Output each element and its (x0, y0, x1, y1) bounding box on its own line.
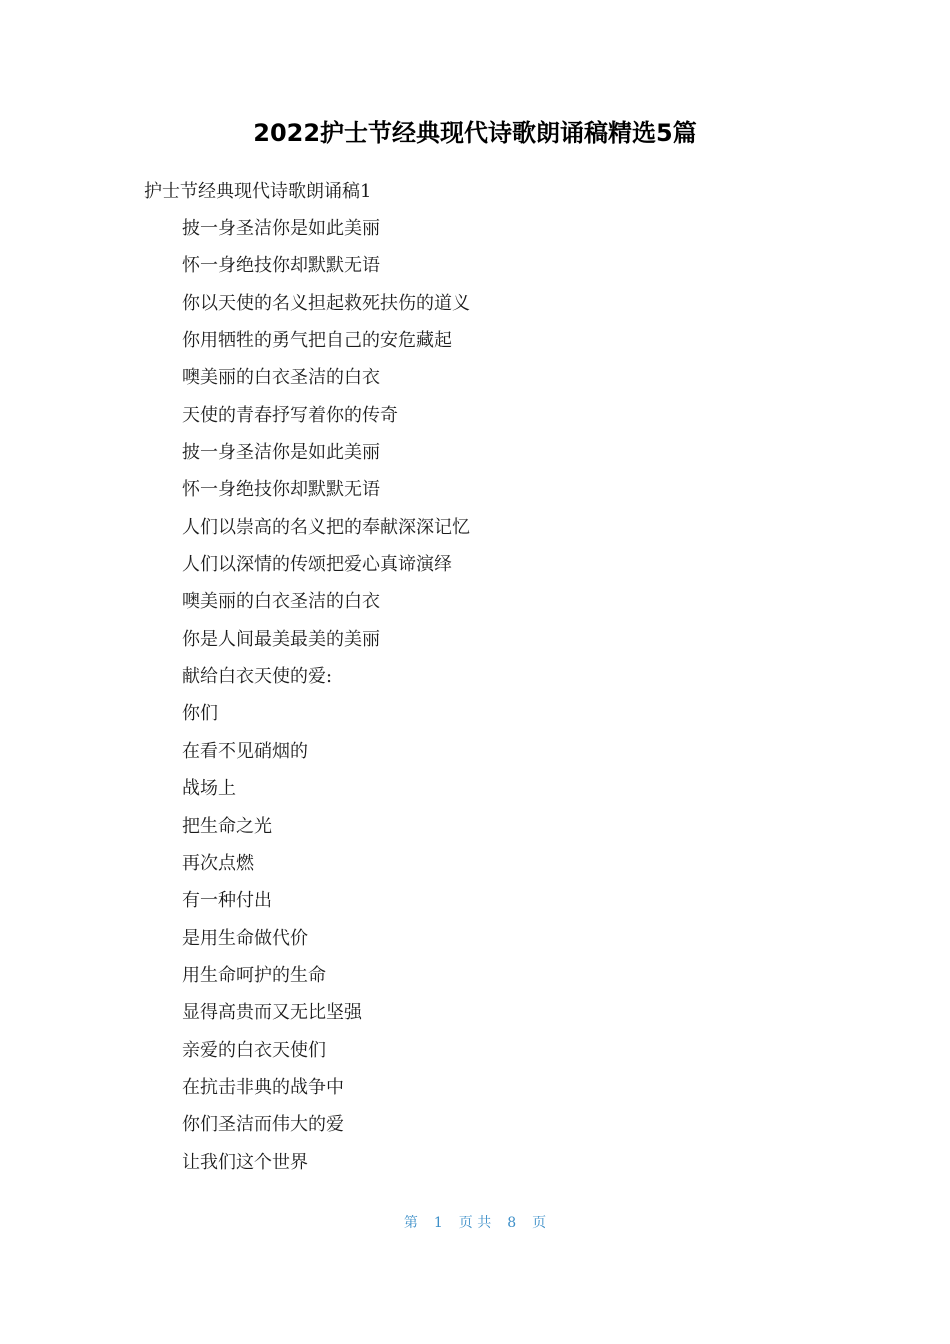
footer-middle: 页 共 (458, 1215, 492, 1231)
poem-line: 有一种付出 (182, 890, 272, 912)
footer-current-page: 1 (433, 1215, 443, 1231)
poem-line: 噢美丽的白衣圣洁的白衣 (182, 591, 380, 613)
poem-line: 亲爱的白衣天使们 (182, 1039, 326, 1061)
poem-line: 披一身圣洁你是如此美丽 (182, 218, 380, 239)
poem-line: 用生命呵护的生命 (182, 964, 326, 986)
poem-line: 把生命之光 (182, 815, 272, 837)
footer-total-pages: 8 (507, 1215, 517, 1231)
poem-line: 战场上 (182, 778, 236, 800)
poem-line: 天使的青春抒写着你的传奇 (182, 404, 398, 426)
poem-line: 在抗击非典的战争中 (182, 1076, 344, 1098)
document-title: 2022护士节经典现代诗歌朗诵稿精选5篇 (253, 119, 697, 147)
footer-prefix: 第 (403, 1215, 418, 1231)
footer-suffix: 页 (532, 1215, 547, 1231)
poem-line: 披一身圣洁你是如此美丽 (182, 442, 380, 464)
poem-line: 再次点燃 (182, 852, 254, 874)
poem-line: 怀一身绝技你却默默无语 (182, 479, 380, 501)
poem-line: 你们 (182, 703, 218, 725)
poem-line: 献给白衣天使的爱: (182, 666, 333, 688)
poem-line: 人们以深情的传颂把爱心真谛演绎 (182, 554, 452, 576)
poem-lines (182, 215, 470, 1186)
page-footer (0, 1212, 950, 1234)
poem-line: 你们圣洁而伟大的爱 (182, 1114, 344, 1136)
poem-line: 人们以崇高的名义把的奉献深深记忆 (182, 516, 470, 538)
poem-line: 怀一身绝技你却默默无语 (182, 255, 380, 277)
poem-line: 你用牺牲的勇气把自己的安危藏起 (182, 330, 452, 352)
poem-line: 在看不见硝烟的 (182, 740, 308, 762)
poem-line: 让我们这个世界 (182, 1151, 308, 1173)
poem-line: 噢美丽的白衣圣洁的白衣 (182, 367, 380, 389)
poem-line: 是用生命做代价 (182, 927, 308, 949)
poem-line: 显得高贵而又无比坚强 (182, 1002, 362, 1024)
section-heading: 护士节经典现代诗歌朗诵稿1 (144, 181, 372, 202)
poem-line: 你以天使的名义担起救死扶伤的道义 (182, 292, 470, 314)
poem-line: 你是人间最美最美的美丽 (182, 628, 380, 650)
